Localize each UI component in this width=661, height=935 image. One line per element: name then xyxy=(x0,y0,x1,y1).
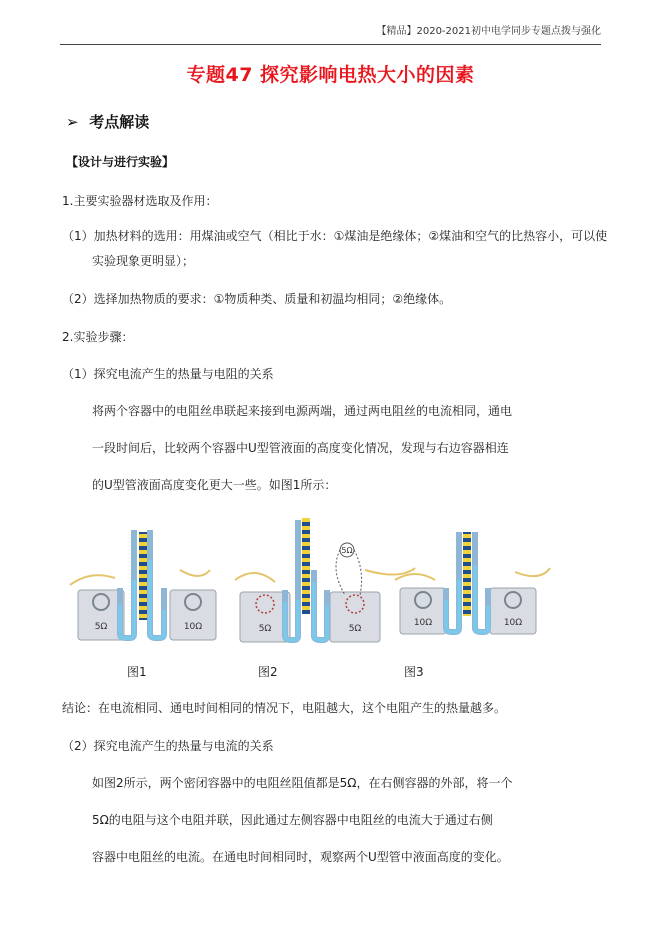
fig2-parallel-label: 5Ω xyxy=(341,546,353,555)
fig1-scale xyxy=(139,532,147,620)
figure-3 xyxy=(395,532,550,634)
step2-line2: 5Ω的电阻与这个电阻并联，因此通过左侧容器中电阻丝的电流大于通过右侧 xyxy=(92,813,493,827)
fig1-caption: 图1 xyxy=(127,665,147,679)
fig3-scale xyxy=(463,532,471,616)
fig1-right-container xyxy=(170,590,216,640)
fig2-scale xyxy=(302,518,310,614)
item1-title: 1.主要实验器材选取及作用： xyxy=(62,194,218,208)
fig1-left-label: 5Ω xyxy=(94,622,108,632)
step1-line1: 将两个容器中的电阻丝串联起来接到电源两端，通过两电阻丝的电流相同，通电 xyxy=(92,404,513,418)
step2-title: （2）探究电流产生的热量与电流的关系 xyxy=(62,739,274,753)
step1-line2: 一段时间后，比较两个容器中U型管液面的高度变化情况，发现与右边容器相连 xyxy=(92,441,509,455)
step2-line1: 如图2所示，两个密闭容器中的电阻丝阻值都是5Ω，在右侧容器的外部，将一个 xyxy=(92,776,513,790)
fig3-left-label: 10Ω xyxy=(413,618,433,628)
fig3-caption: 图3 xyxy=(404,665,424,679)
section-label: 考点解读 xyxy=(89,113,150,131)
experiment-figures xyxy=(60,510,620,660)
arrow-right-icon: ➢ xyxy=(66,113,79,131)
step2-line3: 容器中电阻丝的电流。在通电时间相同时，观察两个U型管中液面高度的变化。 xyxy=(92,850,509,864)
fig1-right-label: 10Ω xyxy=(183,622,203,632)
step1-title: （1）探究电流产生的热量与电阻的关系 xyxy=(62,367,274,381)
fig2-left-label: 5Ω xyxy=(258,624,272,634)
section-heading xyxy=(66,111,149,132)
fig2-right-container xyxy=(330,592,380,642)
item2-title: 2.实验步骤： xyxy=(62,330,134,344)
page-title: 专题47 探究影响电热大小的因素 xyxy=(186,64,475,86)
fig2-caption: 图2 xyxy=(258,665,278,679)
conclusion: 结论：在电流相同、通电时间相同的情况下，电阻越大，这个电阻产生的热量越多。 xyxy=(62,701,507,715)
item1-sub1-line2: 实验现象更明显）； xyxy=(92,254,195,268)
figure-1 xyxy=(70,530,216,640)
item1-sub2: （2）选择加热物质的要求：①物质种类、质量和初温均相同；②绝缘体。 xyxy=(62,292,452,306)
figure-2 xyxy=(235,518,415,642)
page-header: 【精品】2020-2021初中电学同步专题点拨与强化 xyxy=(60,24,601,45)
fig2-right-label: 5Ω xyxy=(348,624,362,634)
design-heading: 【设计与进行实验】 xyxy=(66,155,175,169)
step1-line3: 的U型管液面高度变化更大一些。如图1所示： xyxy=(92,478,337,492)
item1-sub1-line1: （1）加热材料的选用：用煤油或空气（相比于水：①煤油是绝缘体；②煤油和空气的比热容小，可以使 xyxy=(62,229,608,243)
fig3-right-label: 10Ω xyxy=(503,618,523,628)
